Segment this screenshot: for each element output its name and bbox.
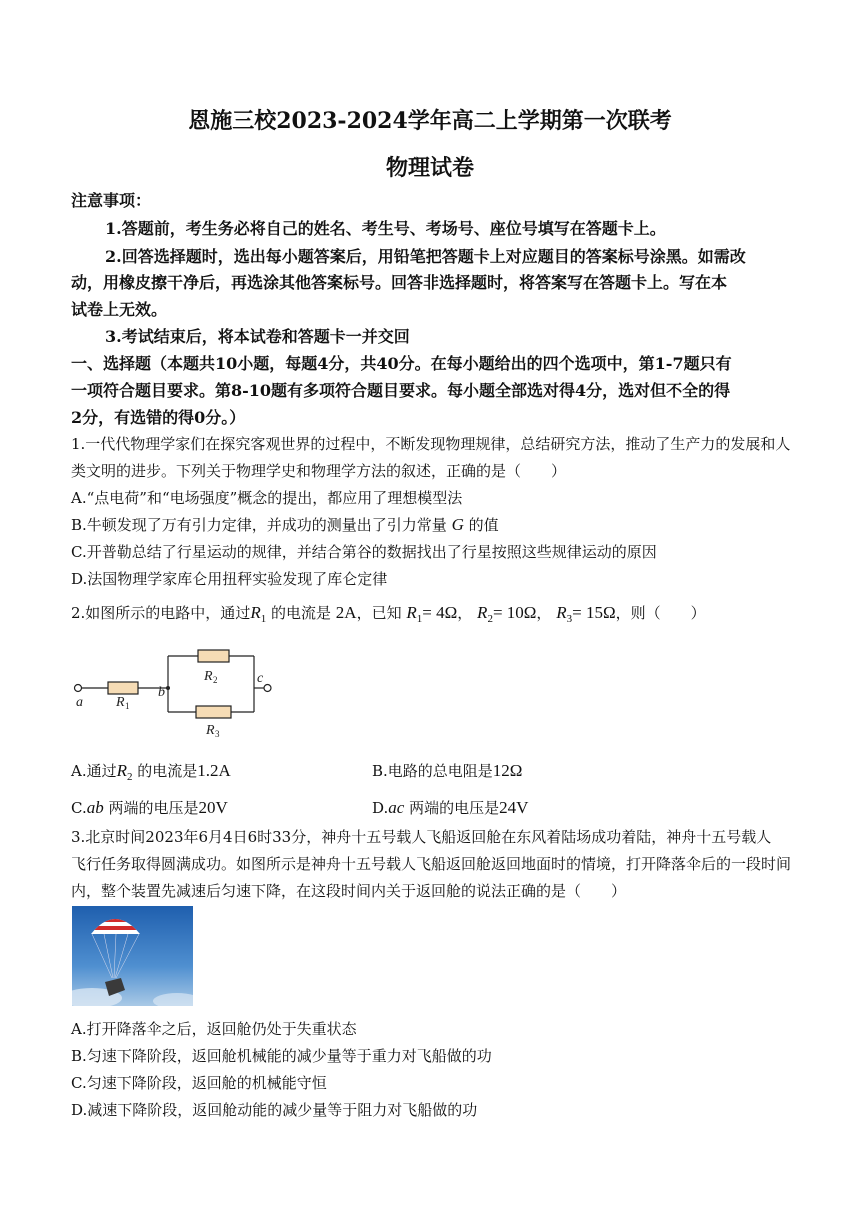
q2-option-c-value: 20V: [198, 798, 228, 817]
q3-option-d: D.减速下降阶段，返回舱动能的减少量等于阻力对飞船做的功: [71, 1101, 478, 1119]
q1-stem-line2: 类文明的进步。下列关于物理学史和物理学方法的叙述，正确的是（ ）: [71, 462, 567, 480]
label-a: a: [76, 695, 83, 710]
label-r1-sub: 1: [125, 701, 130, 711]
label-r3: R: [206, 723, 215, 738]
q2-stem-pre: 2.如图所示的电路中，通过: [71, 604, 251, 622]
q2-r1-value: = 4Ω: [422, 603, 458, 622]
q2-r2-known-sub: 2: [487, 613, 493, 625]
notice-heading: 注意事项：: [71, 191, 152, 210]
q2-r1-known-symbol: R: [406, 603, 417, 622]
label-r2-sub: 2: [213, 675, 218, 685]
q2-sep-1: ，: [457, 604, 473, 622]
exam-title: 恩施三校2023-2024学年高二上学期第一次联考: [188, 108, 672, 134]
q2-r3-known-symbol: R: [556, 603, 567, 622]
q2-option-c-pre: C.: [71, 799, 87, 817]
section-1-line2: 一项符合题目要求。第8-10题有多项符合题目要求。每小题全部选对得4分，选对但不全的得: [71, 381, 731, 400]
q2-option-a-post: 的电流是: [137, 762, 198, 780]
q1-option-b-text: B.牛顿发现了万有引力定律，并成功的测量出了引力常量: [71, 516, 447, 534]
q2-stem: [71, 602, 791, 625]
q3-option-a: A.打开降落伞之后，返回舱仍处于失重状态: [71, 1020, 357, 1038]
q2-option-c: [71, 797, 361, 818]
exam-subject: 物理试卷: [385, 155, 474, 181]
circuit-diagram: [72, 648, 282, 740]
terminal-a: [75, 685, 82, 692]
q2-r1-known-sub: 1: [416, 613, 423, 625]
gravitational-constant-symbol: G: [451, 515, 464, 534]
q3-stem-line2: 飞行任务取得圆满成功。如图所示是神舟十五号载人飞船返回舱返回地面时的情境，打开降落伞后的一段时间: [71, 855, 792, 873]
label-r1: R: [116, 695, 125, 710]
q2-option-a-sub: 2: [127, 771, 133, 783]
q2-r3-known-sub: 3: [566, 613, 573, 625]
q1-option-c: C.开普勒总结了行星运动的规律，并结合第谷的数据找出了行星按照这些规律运动的原因: [71, 543, 657, 561]
label-r3-sub: 3: [215, 729, 220, 739]
q2-option-d-value: 24V: [499, 798, 529, 817]
label-b: b: [158, 685, 165, 700]
q3-option-c: C.匀速下降阶段，返回舱的机械能守恒: [71, 1074, 327, 1092]
notice-item-2-line2: 动，用橡皮擦干净后，再选涂其他答案标号。回答非选择题时，将答案写在答题卡上。写在本: [71, 273, 728, 292]
q2-option-a: [71, 760, 361, 783]
q2-r1-sub: 1: [260, 613, 267, 625]
resistor-r2: [198, 650, 229, 662]
q2-r2-value: = 10Ω: [492, 603, 537, 622]
resistor-r1: [108, 682, 138, 694]
q3-stem-line3: 内，整个装置先减速后匀速下降，在这段时间内关于返回舱的说法正确的是（ ）: [71, 882, 627, 900]
section-1-line1: 一、选择题（本题共10小题，每题4分，共40分。在每小题给出的四个选项中，第1-7题只有: [71, 354, 732, 373]
node-b: [166, 686, 170, 690]
terminal-c: [264, 685, 271, 692]
q2-option-b-text: B.电路的总电阻是: [372, 762, 493, 780]
notice-item-3: 3.考试结束后，将本试卷和答题卡一并交回: [105, 327, 410, 346]
q2-r3-value: = 15Ω: [572, 603, 616, 622]
q2-r1-symbol: R: [250, 603, 261, 622]
q2-r2-known-symbol: R: [477, 603, 488, 622]
q2-option-b: [372, 760, 522, 781]
q3-option-b: B.匀速下降阶段，返回舱机械能的减少量等于重力对飞船做的功: [71, 1047, 492, 1065]
q1-stem-line1: 1.一代代物理学家们在探究客观世界的过程中，不断发现物理规律，总结研究方法，推动了生产力的发展和人: [71, 435, 791, 453]
q1-option-b: [71, 514, 791, 535]
notice-item-1: 1.答题前，考生务必将自己的姓名、考生号、考场号、座位号填写在答题卡上。: [105, 219, 666, 238]
q2-option-c-post: 两端的电压是: [108, 799, 199, 817]
q2-option-a-pre: A.通过: [71, 762, 117, 780]
q2-option-c-symbol: ab: [86, 798, 104, 817]
label-r2: R: [204, 669, 213, 684]
notice-item-2-line3: 试卷上无效。: [71, 300, 168, 319]
q1-option-d: D.法国物理学家库仑用扭秤实验发现了库仑定律: [71, 570, 388, 588]
q2-option-a-value: 1.2A: [197, 761, 231, 780]
q2-option-d-pre: D.: [372, 799, 389, 817]
q2-sep-2: ，: [536, 604, 552, 622]
q1-option-b-tail: 的值: [468, 516, 499, 534]
q2-option-d-symbol: ac: [388, 798, 405, 817]
q2-option-d: [372, 797, 528, 818]
parachute-photo: [72, 906, 193, 1006]
q2-option-d-post: 两端的电压是: [409, 799, 500, 817]
section-1-line3: 2分，有选错的得0分。）: [71, 408, 246, 427]
notice-item-2-line1: 2.回答选择题时，选出每小题答案后，用铅笔把答题卡上对应题目的答案标号涂黑。如需改: [105, 247, 746, 266]
q1-option-a: A.“点电荷”和“电场强度”概念的提出，都应用了理想模型法: [71, 489, 463, 507]
q2-stem-end: ，则（ ）: [615, 604, 706, 622]
label-c: c: [257, 671, 264, 686]
q2-option-a-symbol: R: [116, 761, 127, 780]
resistor-r3: [196, 706, 231, 718]
q2-stem-known: ，已知: [356, 604, 402, 622]
q2-stem-mid: 的电流是: [271, 604, 332, 622]
q2-option-b-value: 12Ω: [492, 761, 523, 780]
q2-current-value: 2A: [335, 603, 357, 622]
q3-stem-line1: 3.北京时间2023年6月4日6时33分，神舟十五号载人飞船返回舱在东风着陆场成功着陆，神舟十五号载人: [71, 828, 772, 846]
